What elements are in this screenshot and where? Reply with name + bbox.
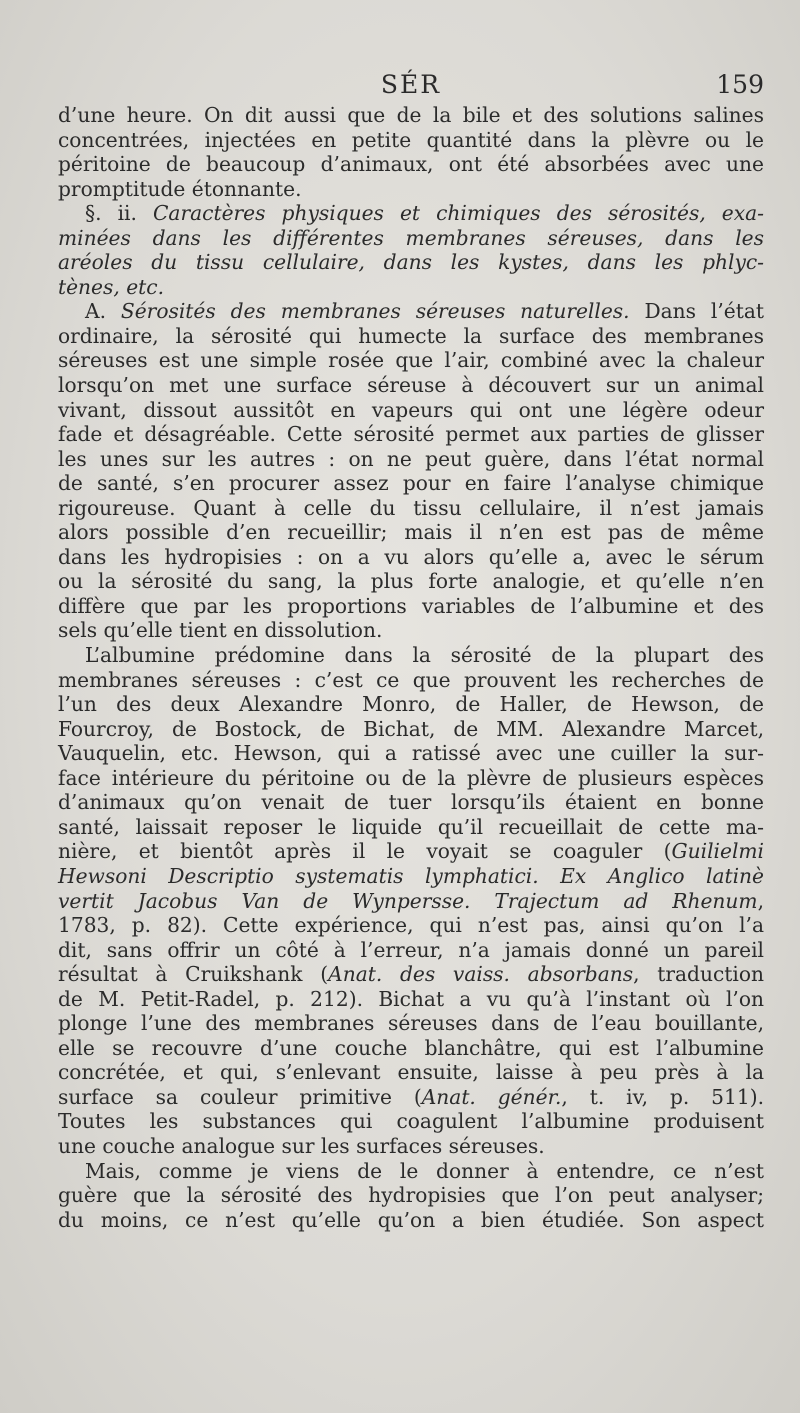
text-line [58, 1060, 764, 1085]
text-line [58, 201, 764, 226]
text-segment: surface sa couleur primitive ( [58, 1084, 422, 1109]
text-segment: dans les hydropisies : on a vu alors qu’elle a, avec le sérum [58, 544, 764, 569]
text-line [58, 618, 764, 643]
text-segment: L’albumine prédomine dans la sérosité de la plupart des [85, 643, 764, 668]
text-segment: vivant, dissout aussitôt en vapeurs qui ont une légère odeur [58, 397, 764, 422]
text-line [58, 373, 764, 398]
text-segment: , traduction [633, 962, 765, 987]
text-line [58, 766, 764, 791]
body-text [58, 103, 764, 1232]
text-segment: du moins, ce n’est qu’elle qu’on a bien étudiée. Son aspect [58, 1207, 764, 1232]
italic-segment: Guilielmi [671, 839, 764, 864]
text-line [58, 1036, 764, 1061]
text-line [58, 275, 764, 300]
text-line [58, 741, 764, 766]
text-segment: une couche analogue sur les surfaces séreuses. [58, 1133, 545, 1158]
text-line [58, 962, 764, 987]
text-segment: diffère que par les proportions variables de l’albumine et des [58, 593, 764, 618]
text-segment: les unes sur les autres : on ne peut guère, dans l’état normal [58, 446, 764, 471]
text-segment: ou la sérosité du sang, la plus forte analogie, et qu’elle n’en [58, 569, 764, 594]
text-line [58, 1109, 764, 1134]
italic-segment: Hewsoni Descriptio systematis lymphatici. Ex Anglico latinè [58, 863, 764, 888]
text-line [58, 594, 764, 619]
text-segment: dit, sans offrir un côté à l’erreur, n’a jamais donné un pareil [58, 937, 764, 962]
italic-segment: Anat. génér. [421, 1084, 562, 1109]
text-segment: nière, et bientôt après il le voyait se coaguler ( [58, 839, 672, 864]
text-segment: Toutes les substances qui coagulent l’albumine produisent [58, 1109, 764, 1134]
text-line [58, 692, 764, 717]
text-segment: plonge l’une des membranes séreuses dans de l’eau bouillante, [58, 1011, 764, 1036]
text-line [58, 815, 764, 840]
text-line [58, 938, 764, 963]
text-segment: fade et désagréable. Cette sérosité permet aux parties de glisser [58, 422, 764, 447]
italic-segment: Caractères physiques et chimiques des sérosités, exa- [152, 201, 764, 226]
text-line [58, 839, 764, 864]
page-header [58, 70, 764, 104]
text-segment: de santé, s’en procurer assez pour en faire l’analyse chimique [58, 471, 764, 496]
text-segment: péritoine de beaucoup d’animaux, ont été absorbées avec une [58, 152, 764, 177]
text-line [58, 299, 764, 324]
text-line [58, 348, 764, 373]
page-number: 159 [716, 70, 764, 99]
text-line [58, 889, 764, 914]
text-line [58, 422, 764, 447]
text-line [58, 1159, 764, 1184]
text-segment: elle se recouvre d’une couche blanchâtre, qui est l’albumine [58, 1035, 764, 1060]
text-segment: de M. Petit-Radel, p. 212). Bichat a vu qu’à l’instant où l’on [58, 986, 764, 1011]
text-line [58, 864, 764, 889]
text-line [58, 545, 764, 570]
text-line [58, 987, 764, 1012]
text-segment: d’animaux qu’on venait de tuer lorsqu’ils étaient en bonne [58, 790, 764, 815]
text-segment: rigoureuse. Quant à celle du tissu cellulaire, il n’est jamais [58, 495, 764, 520]
text-line [58, 1134, 764, 1159]
text-line [58, 496, 764, 521]
text-segment: d’une heure. On dit aussi que de la bile et des solutions salines [58, 103, 764, 127]
text-segment: l’un des deux Alexandre Monro, de Haller, de Hewson, de [58, 692, 764, 717]
text-segment: résultat à Cruikshank ( [58, 962, 329, 987]
text-line [58, 1208, 764, 1233]
text-segment: Dans l’état [629, 299, 765, 324]
text-segment: face intérieure du péritoine ou de la plèvre de plusieurs espèces [58, 765, 764, 790]
italic-segment: aréoles du tissu cellulaire, dans les kystes, dans les phlyc- [58, 250, 764, 275]
text-line [58, 1085, 764, 1110]
text-segment: Mais, comme je viens de le donner à entendre, ce n’est [85, 1158, 764, 1183]
text-segment: alors possible d’en recueillir; mais il n’en est pas de même [58, 520, 764, 545]
text-line [58, 128, 764, 153]
text-line [58, 226, 764, 251]
text-line [58, 913, 764, 938]
text-segment: santé, laissait reposer le liquide qu’il recueillait de cette ma- [58, 814, 764, 839]
text-line [58, 790, 764, 815]
text-segment: 1783, p. 82). Cette expérience, qui n’est pas, ainsi qu’on l’a [58, 913, 764, 938]
text-line [58, 398, 764, 423]
italic-segment: tènes, etc. [58, 274, 164, 299]
italic-segment: vertit Jacobus Van de Wynpersse. Trajectum ad Rhenum [58, 888, 758, 913]
text-line [58, 717, 764, 742]
text-segment: lorsqu’on met une surface séreuse à découvert sur un animal [58, 373, 764, 398]
italic-segment: Sérosités des membranes séreuses naturelles. [120, 299, 630, 324]
italic-segment: minées dans les différentes membranes séreuses, dans les [58, 225, 764, 250]
text-line [58, 1183, 764, 1208]
text-line [58, 471, 764, 496]
text-segment: concentrées, injectées en petite quantité dans la plèvre ou le [58, 127, 764, 152]
text-line [58, 177, 764, 202]
text-segment: ordinaire, la sérosité qui humecte la surface des membranes [58, 323, 764, 348]
text-segment: promptitude étonnante. [58, 176, 302, 201]
text-line [58, 447, 764, 472]
text-segment: sels qu’elle tient en dissolution. [58, 618, 383, 643]
text-segment: Fourcroy, de Bostock, de Bichat, de MM. Alexandre Marcet, [58, 716, 764, 741]
text-segment: guère que la sérosité des hydropisies que l’on peut analyser; [58, 1183, 764, 1208]
text-line [58, 643, 764, 668]
text-segment: A. [85, 299, 121, 324]
text-line [58, 668, 764, 693]
text-segment: séreuses est une simple rosée que l’air, combiné avec la chaleur [58, 348, 764, 373]
text-segment: Vauquelin, etc. Hewson, qui a ratissé avec une cuiller la sur- [58, 741, 764, 766]
italic-segment: Anat. des vaiss. absorbans [328, 962, 634, 987]
text-segment: . [130, 201, 153, 226]
text-line [58, 1011, 764, 1036]
text-segment: , [757, 888, 764, 913]
text-line [58, 324, 764, 349]
text-line [58, 152, 764, 177]
text-line [58, 520, 764, 545]
running-head: SÉR [380, 70, 442, 99]
text-segment: membranes séreuses : c’est ce que prouvent les recherches de [58, 667, 764, 692]
text-line [58, 569, 764, 594]
text-segment: concrétée, et qui, s’enlevant ensuite, laisse à peu près à la [58, 1060, 764, 1085]
text-segment: , t. iv, p. 511). [561, 1084, 764, 1109]
text-line [58, 250, 764, 275]
text-segment: ii [117, 201, 131, 226]
text-segment: §. [85, 201, 118, 226]
text-line [58, 103, 764, 128]
